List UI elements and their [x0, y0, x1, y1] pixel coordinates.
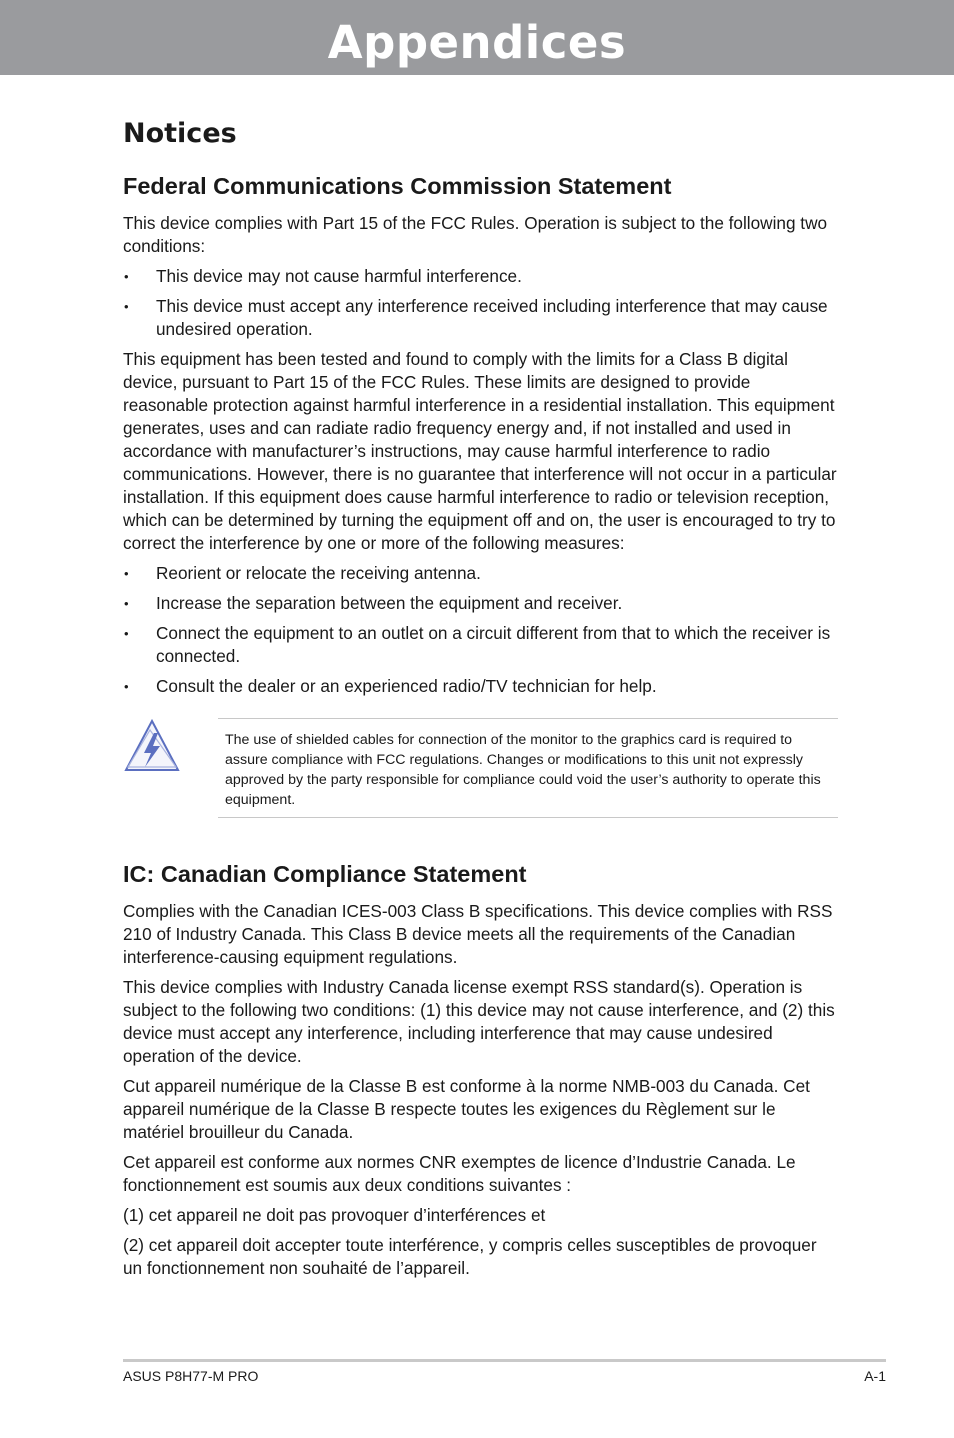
fcc-heading: Federal Communications Commission Statement: [123, 173, 672, 199]
bullet-icon: •: [124, 626, 129, 641]
list-item: • Reorient or relocate the receiving antenna.: [124, 563, 481, 583]
list-item: • Connect the equipment to an outlet on a circuit different from that to which the receiver is connected.: [124, 623, 831, 666]
warning-note: [123, 718, 839, 819]
ic-heading: IC: Canadian Compliance Statement: [123, 861, 527, 887]
page-content: [123, 114, 839, 1287]
page-footer: [123, 1367, 886, 1385]
bullet-icon: •: [124, 566, 129, 581]
warning-lightning-icon: [123, 718, 181, 776]
banner-title: Appendices: [327, 16, 627, 69]
ic-paragraph: Cet appareil est conforme aux normes CNR exemptes de licence d’Industrie Canada. Le fonctionnement est soumis aux deux conditions suivantes :: [123, 1152, 796, 1195]
footer-product: ASUS P8H77-M PRO: [123, 1368, 259, 1384]
footer-divider: [123, 1359, 886, 1362]
appendices-banner: [0, 0, 954, 75]
warning-note-box: [218, 718, 838, 818]
fcc-body: This equipment has been tested and found to comply with the limits for a Class B digital device, pursuant to Part 15 of the FCC Rules. These limits are designed to provide reasonable protection against harmful interference in a residential installation. This equipment generates, uses and can radiate radio frequency energy and, if not installed and used in accordance with manufacturer’s instructions, may cause harmful interference to radio communications. However, there is no guarantee that interference will not occur in a particular installation. If this equipment does cause harmful interference to radio or television reception, which can be determined by turning the equipment off and on, the user is encouraged to try to correct the interference by one or more of the following measures:: [123, 349, 837, 553]
fcc-intro: This device complies with Part 15 of the FCC Rules. Operation is subject to the following two conditions:: [123, 213, 828, 256]
ic-paragraph: Complies with the Canadian ICES-003 Class B specifications. This device complies with RSS 210 of Industry Canada. This Class B device meets all the requirements of the Canadian interference-causing equipment regulations.: [123, 901, 833, 967]
list-item: • Consult the dealer or an experienced radio/TV technician for help.: [124, 676, 657, 696]
warning-note-text: The use of shielded cables for connection of the monitor to the graphics card is required to assure compliance with FCC regulations. Changes or modifications to this unit not expressly approved by the party responsible for compliance could void the user’s authority to operate this equipment.: [225, 732, 821, 808]
bullet-icon: •: [124, 679, 129, 694]
list-item: • Increase the separation between the equipment and receiver.: [124, 593, 623, 613]
fcc-measures-list: [123, 562, 839, 698]
list-item: • This device may not cause harmful interference.: [124, 266, 522, 286]
list-item: • This device must accept any interference received including interference that may cause undesired operation.: [124, 296, 828, 339]
fcc-conditions-list: [123, 265, 839, 341]
ic-paragraph: (1) cet appareil ne doit pas provoquer d’interférences et: [123, 1205, 546, 1225]
notices-title: Notices: [123, 118, 237, 149]
bullet-icon: •: [124, 299, 129, 314]
footer-page-number: A-1: [864, 1368, 886, 1384]
bullet-icon: •: [124, 269, 129, 284]
ic-paragraph: This device complies with Industry Canada license exempt RSS standard(s). Operation is subject to the following two conditions: (1) this device may not cause interference, and (2) this device must accept any interference, including interference that may cause undesired operation of the device.: [123, 977, 835, 1066]
ic-paragraph: (2) cet appareil doit accepter toute interférence, y compris celles susceptibles de provoquer un fonctionnement non souhaité de l’appareil.: [123, 1235, 817, 1278]
bullet-icon: •: [124, 596, 129, 611]
ic-paragraph: Cut appareil numérique de la Classe B est conforme à la norme NMB-003 du Canada. Cet appareil numérique de la Classe B respecte toutes les exigences du Règlement sur le matériel brouilleur du Canada.: [123, 1076, 810, 1142]
